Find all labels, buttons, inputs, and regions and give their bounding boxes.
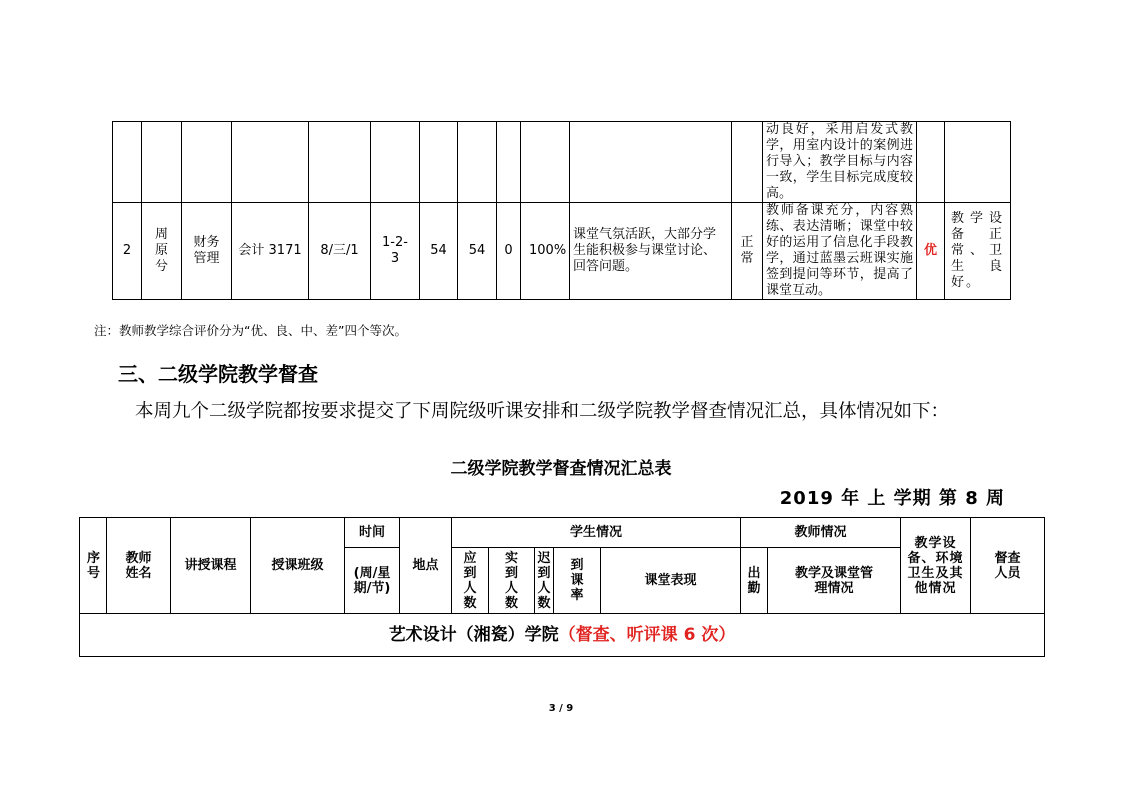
grade-badge: 优: [917, 203, 945, 300]
intro-paragraph: 本周九个二级学院都按要求提交了下周院级听课安排和二级学院教学督查情况汇总，具体情况如下：: [135, 401, 950, 422]
rating-note: 注：教师教学综合评价分为“优、良、中、差”四个等次。: [94, 323, 407, 338]
teaching-continued-cell: 动良好，采用启发式教学，用室内设计的案例进行导入；教学目标与内容一致，学生目标完成度较高。: [763, 122, 917, 203]
header-class: 授课班级: [251, 518, 345, 614]
section-heading: 三、二级学院教学督查: [118, 362, 318, 386]
page-number: 3 / 9: [548, 703, 574, 714]
evaluation-table: [112, 121, 1011, 300]
header-supervisor: 督查人员: [971, 518, 1045, 614]
header-actual: 实到人数: [489, 548, 535, 614]
header-time-unit: (周/星期/节): [345, 548, 400, 614]
teacher-name: 周原兮: [142, 203, 182, 300]
header-student-group: 学生情况: [452, 518, 741, 548]
header-row: [80, 518, 1045, 548]
header-rate: 到课率: [554, 548, 601, 614]
header-course: 讲授课程: [171, 518, 251, 614]
header-late: 迟到人数: [535, 548, 554, 614]
semester-week-line: 2019 年 上 学期 第 8 周: [779, 488, 1005, 509]
late-count: 0: [497, 203, 521, 300]
class-performance: 课堂气氛活跃，大部分学生能积极参与课堂讨论、回答问题。: [570, 203, 732, 300]
department-name: 艺术设计（湘瓷）学院: [388, 624, 559, 645]
teaching-comment: 教师备课充分，内容熟练、表达清晰；课堂中较好的运用了信息化手段教学，通过蓝墨云班课实施签到提问等环节，提高了课堂互动。: [763, 203, 917, 300]
header-equipment: 教学设备、环境卫生及其他情况: [901, 518, 971, 614]
department-row: [80, 614, 1045, 657]
header-management: 教学及课堂管理情况: [768, 548, 901, 614]
teacher-attendance: 正常: [732, 203, 763, 300]
row-number: 2: [113, 203, 142, 300]
attendance-rate: 100%: [521, 203, 570, 300]
header-time: 时间: [345, 518, 400, 548]
department-note: （督查、听评课 6 次）: [558, 624, 736, 645]
class-name: 会计 3171: [232, 203, 309, 300]
header-place: 地点: [400, 518, 452, 614]
table-row: [113, 122, 1011, 203]
summary-title: 二级学院教学督查情况汇总表: [450, 459, 672, 479]
time-value: 8/三/1: [309, 203, 371, 300]
expected-count: 54: [420, 203, 458, 300]
header-performance: 课堂表现: [601, 548, 741, 614]
header-expected: 应到人数: [452, 548, 489, 614]
header-no: 序号: [80, 518, 107, 614]
header-attendance: 出勤: [741, 548, 768, 614]
summary-table: [79, 517, 1045, 657]
hygiene-comment: 教学设备正常、卫生良好。: [945, 203, 1011, 300]
place-value: 1-2-3: [371, 203, 420, 300]
header-teacher: 教师姓名: [107, 518, 171, 614]
header-teacher-group: 教师情况: [741, 518, 901, 548]
department-cell: [80, 614, 1045, 657]
table-row: [113, 203, 1011, 300]
actual-count: 54: [458, 203, 497, 300]
course-name: 财务管理: [182, 203, 232, 300]
